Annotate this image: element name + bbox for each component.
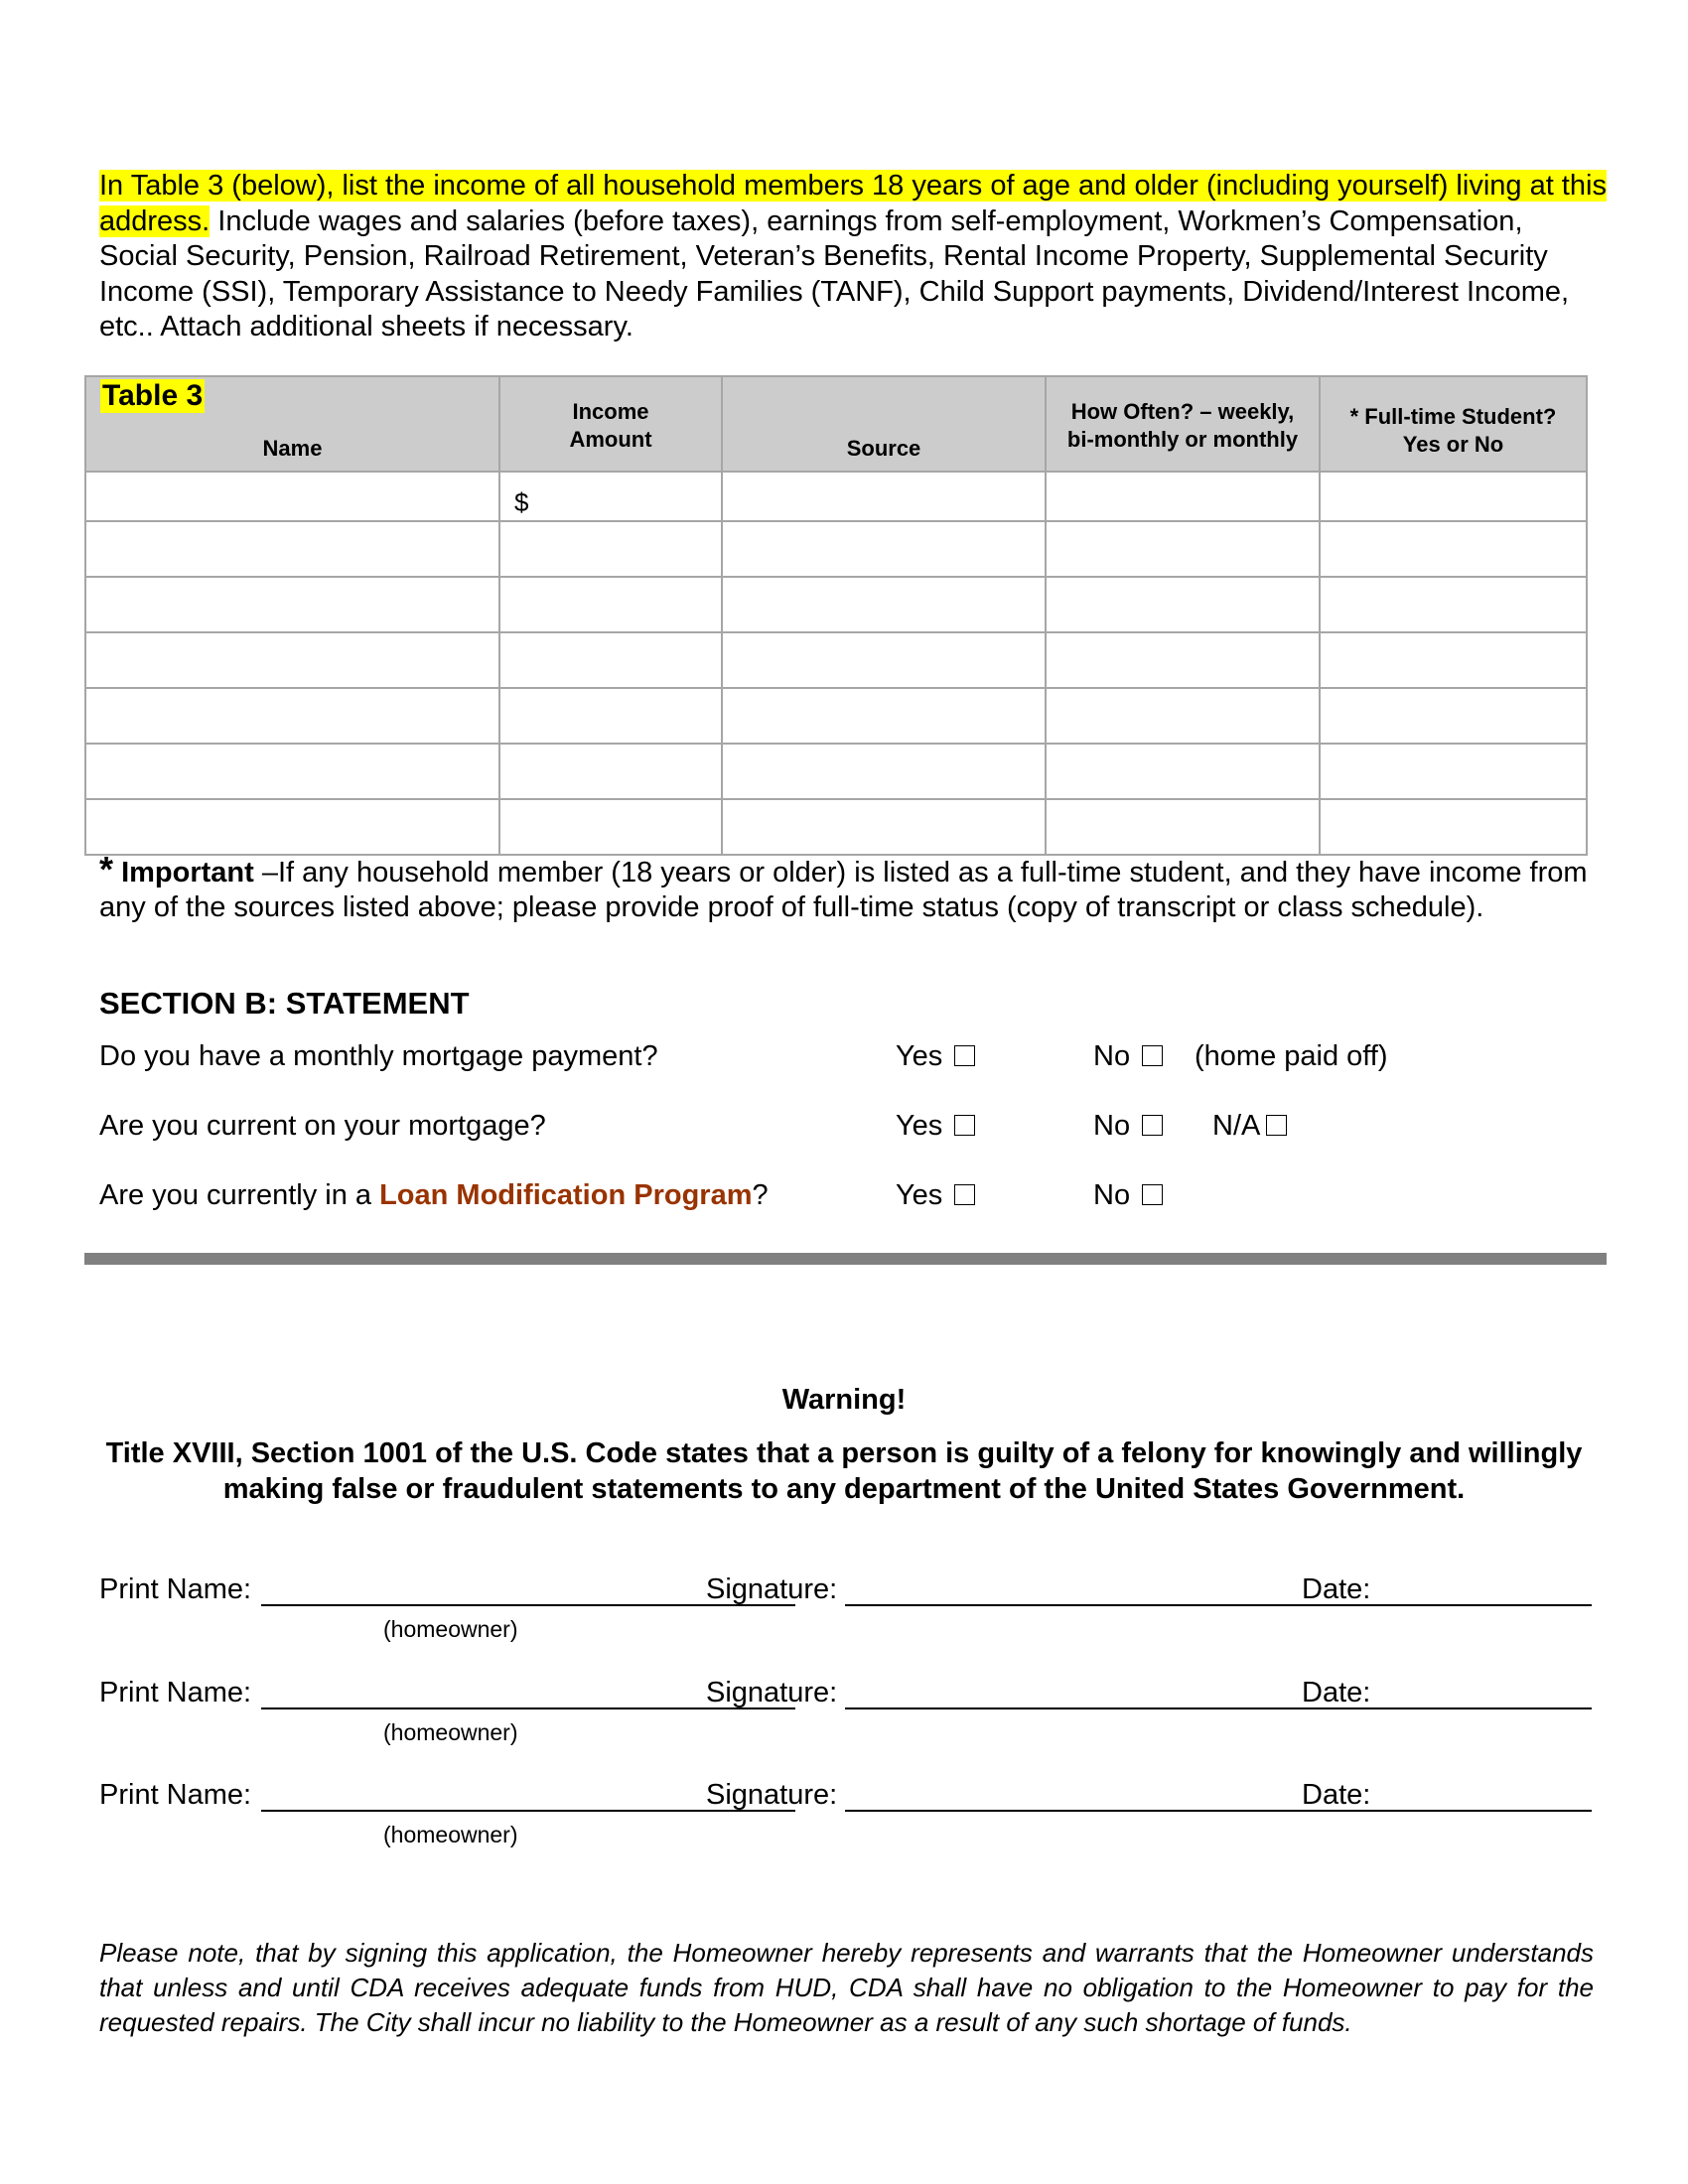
cell-how-often[interactable] <box>1046 744 1320 799</box>
header-source-label: Source <box>846 436 921 461</box>
q2-na-option[interactable] <box>1212 1110 1287 1143</box>
cell-income[interactable] <box>499 799 722 855</box>
cell-student[interactable] <box>1320 632 1587 688</box>
cell-source[interactable] <box>722 577 1046 632</box>
cell-source[interactable] <box>722 472 1046 521</box>
table-row <box>85 632 1587 688</box>
header-income <box>499 376 722 472</box>
header-student-line1: * Full-time Student? <box>1349 404 1557 429</box>
cell-income[interactable] <box>499 688 722 744</box>
date-label: Date: <box>1302 1779 1371 1811</box>
q3-yes-option[interactable] <box>896 1179 975 1212</box>
cell-name[interactable] <box>85 688 499 744</box>
cell-how-often[interactable] <box>1046 521 1320 577</box>
header-often-line2: bi-monthly or monthly <box>1066 427 1299 452</box>
cell-income[interactable] <box>499 744 722 799</box>
checkbox[interactable] <box>954 1184 975 1205</box>
q1-no-option[interactable] <box>1093 1040 1163 1073</box>
cell-source[interactable] <box>722 688 1046 744</box>
checkbox[interactable] <box>954 1115 975 1136</box>
cell-name[interactable] <box>85 632 499 688</box>
cell-source[interactable] <box>722 799 1046 855</box>
homeowner-note: (homeowner) <box>383 1616 518 1642</box>
signature-row <box>99 1573 1599 1613</box>
header-name-label: Name <box>262 436 323 461</box>
q2-no-option[interactable] <box>1093 1110 1163 1143</box>
homeowner-note: (homeowner) <box>383 1822 518 1847</box>
date-label: Date: <box>1302 1573 1371 1605</box>
intro-text: Include wages and salaries (before taxes), earnings from self-employment, Workmen’s Compensation, Social Security, Pension, Railroad Retirement, Veteran’s Benefits, Rental Income Property, Supplemental Security Income (SSI), Temporary Assistance to Needy Families (TANF), Child Support payments, Dividend/Interest Income, etc.. Attach additional sheets if necessary. <box>99 205 1570 342</box>
cell-income[interactable] <box>499 521 722 577</box>
q2-yes-option[interactable] <box>896 1110 975 1143</box>
cell-student[interactable] <box>1320 799 1587 855</box>
no-label: No <box>1093 1179 1131 1211</box>
checkbox[interactable] <box>1142 1184 1163 1205</box>
question-loan-modification <box>99 1179 769 1212</box>
table-row <box>85 577 1587 632</box>
q3-text-before: Are you currently in a <box>99 1179 380 1211</box>
header-name <box>85 376 499 472</box>
signature-label: Signature: <box>706 1573 838 1605</box>
cell-income[interactable] <box>499 632 722 688</box>
header-student <box>1320 376 1587 472</box>
checkbox[interactable] <box>1142 1045 1163 1066</box>
cell-how-often[interactable] <box>1046 632 1320 688</box>
print-name-label: Print Name: <box>99 1677 252 1708</box>
cell-student[interactable] <box>1320 472 1587 521</box>
q1-yes-option[interactable] <box>896 1040 975 1073</box>
yes-label: Yes <box>896 1179 943 1211</box>
print-name-label: Print Name: <box>99 1779 252 1811</box>
cell-student[interactable] <box>1320 577 1587 632</box>
table-row <box>85 799 1587 855</box>
yes-label: Yes <box>896 1040 943 1072</box>
date-field[interactable] <box>1381 1779 1592 1812</box>
header-student-line2: Yes or No <box>1402 432 1504 457</box>
date-field[interactable] <box>1381 1677 1592 1709</box>
table-row <box>85 472 1587 521</box>
homeowner-note: (homeowner) <box>383 1719 518 1745</box>
signature-row <box>99 1779 1599 1819</box>
important-label: Important <box>121 857 254 888</box>
section-b-title: SECTION B: STATEMENT <box>99 986 470 1021</box>
date-field[interactable] <box>1381 1573 1592 1606</box>
important-text: –If any household member (18 years or older) is listed as a full-time student, and they have income from any of the sources listed above; please provide proof of full-time status (copy of transcript or class schedule). <box>99 857 1588 923</box>
table-row <box>85 521 1587 577</box>
disclaimer-note: Please note, that by signing this application, the Homeowner hereby represents and warrants that the Homeowner understands that unless and until CDA receives adequate funds from HUD, CDA shall have no obligation to the Homeowner to pay for the requested repairs. The City shall incur no liability to the Homeowner as a result of any such shortage of funds. <box>99 1938 1594 2037</box>
loan-modification-link[interactable]: Loan Modification Program <box>379 1179 753 1211</box>
header-source <box>722 376 1046 472</box>
warning-title: Warning! <box>781 1384 907 1416</box>
cell-how-often[interactable] <box>1046 799 1320 855</box>
signature-label: Signature: <box>706 1779 838 1811</box>
cell-student[interactable] <box>1320 688 1587 744</box>
cell-how-often[interactable] <box>1046 688 1320 744</box>
checkbox[interactable] <box>1266 1115 1287 1136</box>
header-how-often <box>1046 376 1320 472</box>
cell-student[interactable] <box>1320 744 1587 799</box>
cell-name[interactable] <box>85 521 499 577</box>
q3-no-option[interactable] <box>1093 1179 1163 1212</box>
income-table <box>84 375 1588 856</box>
yes-label: Yes <box>896 1110 943 1142</box>
cell-name[interactable] <box>85 799 499 855</box>
cell-income[interactable] <box>499 472 722 521</box>
question-mortgage-payment: Do you have a monthly mortgage payment? <box>99 1040 658 1072</box>
na-label: N/A <box>1212 1110 1261 1142</box>
header-income-line2: Amount <box>569 427 652 452</box>
intro-paragraph <box>99 169 1609 345</box>
cell-name[interactable] <box>85 577 499 632</box>
signature-row <box>99 1677 1599 1716</box>
cell-how-often[interactable] <box>1046 577 1320 632</box>
print-name-label: Print Name: <box>99 1573 252 1605</box>
cell-how-often[interactable] <box>1046 472 1320 521</box>
cell-source[interactable] <box>722 632 1046 688</box>
cell-student[interactable] <box>1320 521 1587 577</box>
cell-source[interactable] <box>722 744 1046 799</box>
no-label: No <box>1093 1110 1131 1142</box>
intro-highlighted-text: In Table 3 (below), list the income of all household members 18 years of age and older (including yourself) living at this address. <box>99 170 1607 237</box>
q3-text-after: ? <box>752 1179 769 1211</box>
q1-extra-note: (home paid off) <box>1195 1040 1388 1072</box>
cell-income[interactable] <box>499 577 722 632</box>
cell-source[interactable] <box>722 521 1046 577</box>
table-row <box>85 688 1587 744</box>
header-often-line1: How Often? – weekly, <box>1070 399 1295 424</box>
dollar-sign: $ <box>514 487 529 517</box>
checkbox[interactable] <box>1142 1115 1163 1136</box>
no-label: No <box>1093 1040 1131 1072</box>
warning-text: Title XVIII, Section 1001 of the U.S. Code states that a person is guilty of a felony for knowingly and willingly making false or fraudulent statements to any department of the United States Government. <box>105 1437 1583 1505</box>
table-header-row <box>85 376 1587 472</box>
asterisk: * <box>99 849 114 889</box>
header-income-line1: Income <box>572 399 649 424</box>
cell-name[interactable] <box>85 744 499 799</box>
signature-label: Signature: <box>706 1677 838 1708</box>
important-note <box>99 849 1609 925</box>
question-current-mortgage: Are you current on your mortgage? <box>99 1110 546 1142</box>
date-label: Date: <box>1302 1677 1371 1708</box>
section-divider <box>84 1253 1607 1265</box>
table-label: Table 3 <box>102 379 204 412</box>
table-row <box>85 744 1587 799</box>
cell-name[interactable] <box>85 472 499 521</box>
checkbox[interactable] <box>954 1045 975 1066</box>
